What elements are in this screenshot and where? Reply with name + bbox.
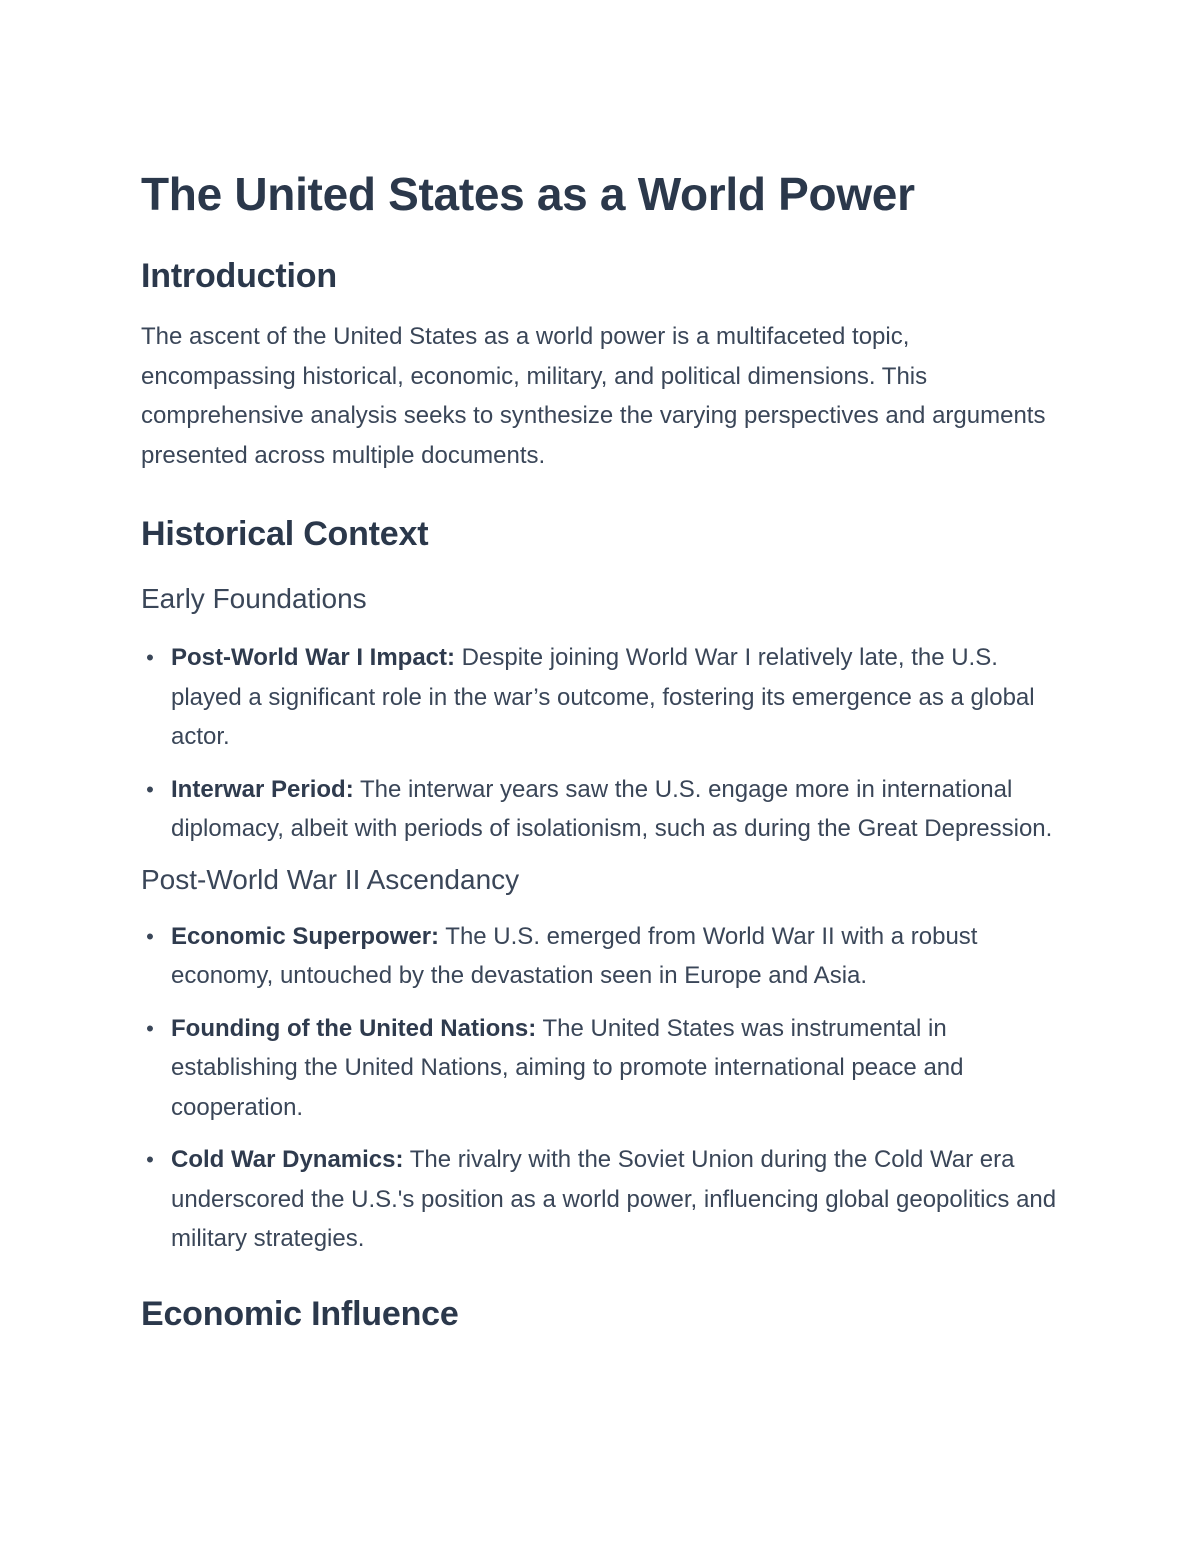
subheading-early-foundations: Early Foundations xyxy=(141,583,367,614)
list-item-text: The rivalry with the Soviet Union during the Cold War era underscored the U.S.'s position as a world power, influencing global geopolitics and military strategies. xyxy=(171,1146,1057,1252)
list-item-term: Post-World War I Impact: xyxy=(171,644,456,671)
subheading-post-world-war-ii: Post-World War II Ascendancy xyxy=(141,863,520,895)
list-item-text: The U.S. emerged from World War II with a robust economy, untouched by the devastation seen in Europe and Asia. xyxy=(171,922,978,989)
list-item xyxy=(141,1009,1060,1128)
list-item-text: Despite joining World War I relatively late, the U.S. played a significant role in the war’s outcome, fostering its emergence as a global actor. xyxy=(171,644,1035,750)
list-item xyxy=(141,1140,1060,1259)
post-wwii-list xyxy=(141,917,1060,1259)
list-item-term: Founding of the United Nations: xyxy=(171,1014,537,1042)
list-item xyxy=(141,770,1060,849)
list-item-text: The interwar years saw the U.S. engage more in international diplomacy, albeit with periods of isolationism, such as during the Great Depression. xyxy=(171,775,1053,842)
list-item-text: The United States was instrumental in establishing the United Nations, aiming to promote international peace and cooperation. xyxy=(171,1014,964,1121)
list-item-term: Economic Superpower: xyxy=(171,922,440,950)
section-heading-historical-context: Historical Context xyxy=(141,515,429,553)
bullet-icon: • xyxy=(146,645,154,670)
document-title: The United States as a World Power xyxy=(141,168,915,220)
section-heading-economic-influence: Economic Influence xyxy=(141,1294,459,1333)
bullet-icon: • xyxy=(146,776,154,802)
early-foundations-list xyxy=(141,638,1060,849)
bullet-icon: • xyxy=(146,1015,154,1041)
list-item-term: Cold War Dynamics: xyxy=(171,1146,404,1173)
introduction-paragraph: The ascent of the United States as a world power is a multifaceted topic, encompassing historical, economic, military, and political dimensions. This comprehensive analysis seeks to synthesize the varying perspectives and arguments presented across multiple documents. xyxy=(141,323,1046,469)
section-heading-introduction: Introduction xyxy=(141,257,337,295)
bullet-icon: • xyxy=(146,923,154,949)
list-item xyxy=(141,917,1060,996)
bullet-icon: • xyxy=(146,1147,154,1172)
list-item-term: Interwar Period: xyxy=(171,775,354,803)
list-item xyxy=(141,638,1060,757)
